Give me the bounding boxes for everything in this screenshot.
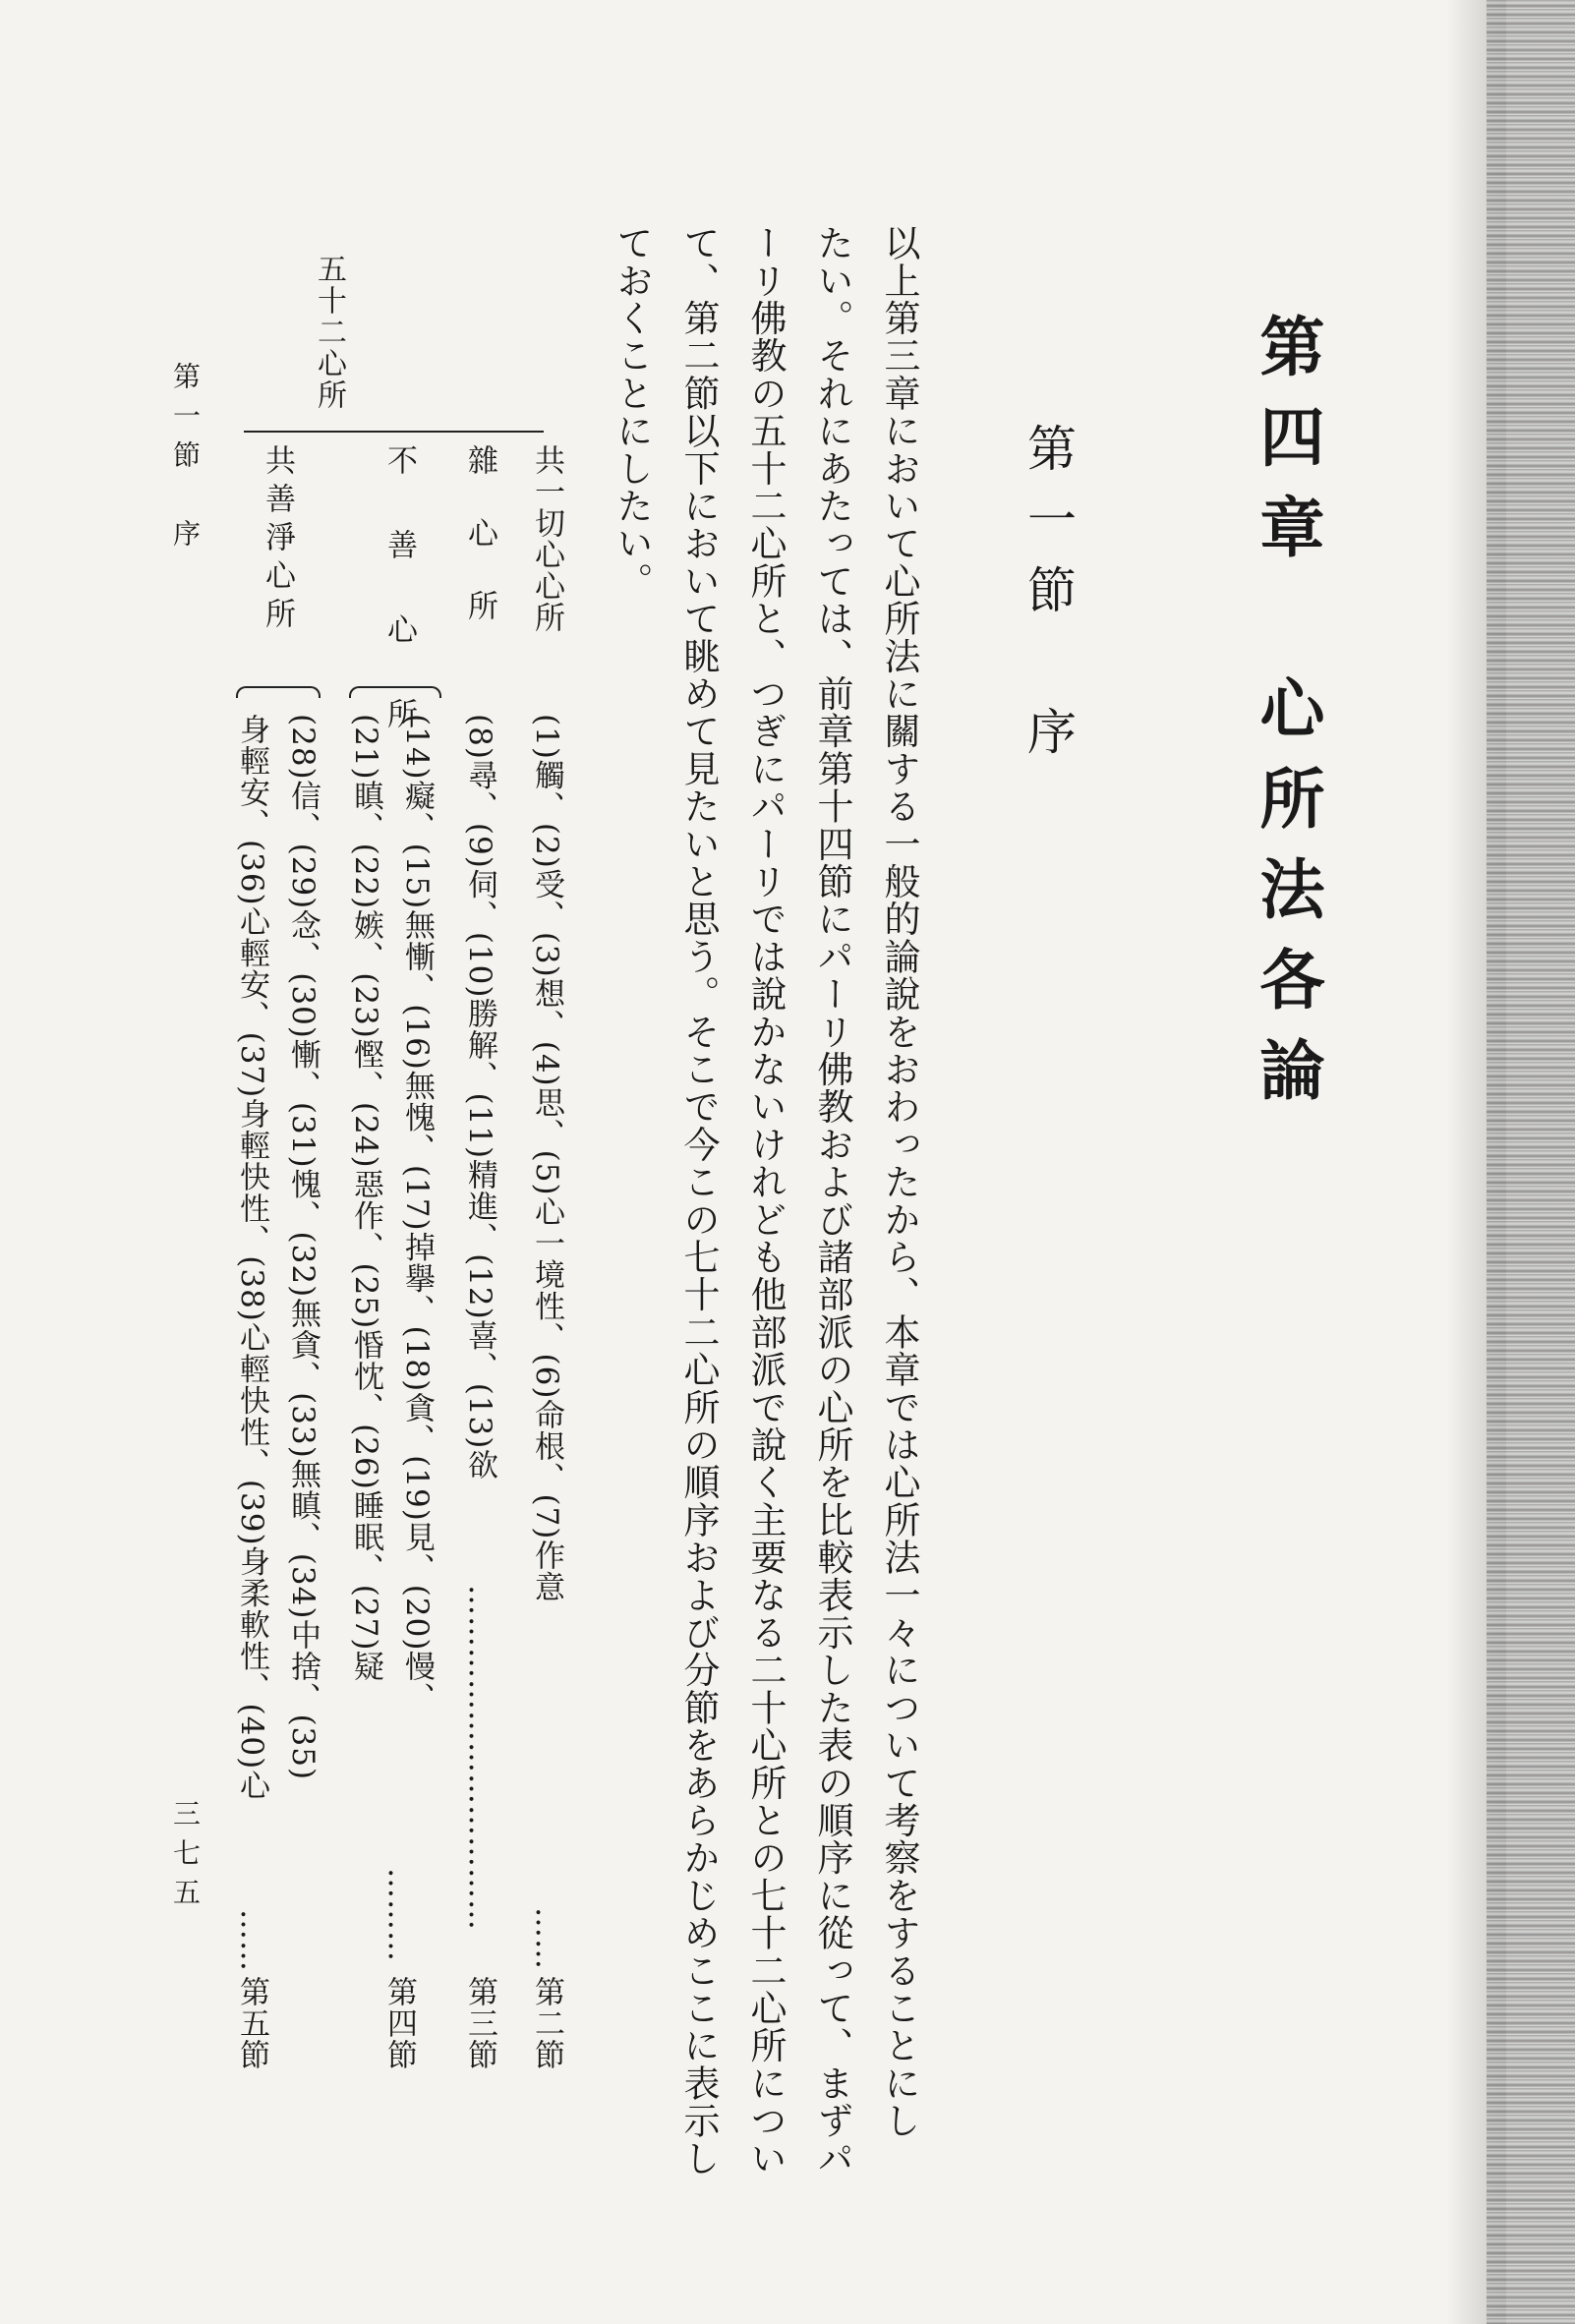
table-row-4-items-2: 身輕安、(36)心輕安、(37)身輕快性、(38)心輕快性、(39)身柔軟性、(40)心	[234, 714, 269, 1802]
group-bracket	[244, 431, 544, 433]
table-row-2-items: (8)尋、(9)伺、(10)勝解、(11)精進、(12)喜、(13)欲	[462, 714, 497, 1482]
table-row-2-label: 雜 心 所	[462, 444, 497, 626]
table-row-3-items-2: (21)瞋、(22)嫉、(23)慳、(24)惡作、(25)惛忱、(26)睡眠、(27)疑	[348, 714, 383, 1683]
table-row-1-section: 第二節	[529, 1976, 564, 2070]
table-row-3-label: 不 善 心 所	[381, 444, 417, 740]
body-line-2: たい。それにあたっては、前章第十四節にパーリ佛教および諸部派の心所を比較表示した表の順序に從って、まずパ	[811, 224, 853, 2178]
table-row-4-items-1: (28)信、(29)念、(30)慚、(31)愧、(32)無貪、(33)無瞋、(34)中捨、(35)	[285, 714, 321, 1781]
table-row-1-items: (1)觸、(2)受、(3)想、(4)思、(5)心一境性、(6)命根、(7)作意	[529, 714, 564, 1603]
table-row-3-section: 第四節	[381, 1976, 417, 2070]
row-3-brace	[349, 686, 441, 698]
table-row-4-leader: ……	[234, 1909, 269, 1972]
row-4-brace	[236, 686, 321, 698]
table-row-2-section: 第三節	[462, 1976, 497, 2070]
body-line-4: て、第二節以下において眺めて見たいと思う。そこで今この七十二心所の順序および分節をあらかじめここに表示し	[677, 224, 720, 2178]
body-line-3: ーリ佛教の五十二心所と、つぎにパーリでは說かないけれども他部派で說く主要なる二十心所との七十二心所につい	[744, 224, 787, 2178]
table-row-3-items-1: (14)癡、(15)無慚、(16)無愧、(17)掉擧、(18)貪、(19)見、(20)慢、	[399, 714, 435, 1714]
page-number: 三七五	[169, 1799, 202, 1917]
table-row-2-leader: ……………………………	[462, 1585, 497, 1931]
table-row-3-leader: ………	[381, 1868, 417, 1962]
chapter-title: 第四章 心所法各論	[1249, 313, 1325, 1127]
scan-edge-shadow	[1487, 0, 1575, 2324]
table-row-1-leader: ……	[529, 1907, 564, 1970]
running-head: 第一節 序	[169, 362, 202, 558]
table-row-1-label: 共一切心心所	[529, 444, 564, 633]
table-group-label: 五十二心所	[312, 254, 346, 411]
table-row-4-section: 第五節	[234, 1976, 269, 2070]
section-title: 第一節 序	[1020, 423, 1077, 777]
body-line-5: ておくことにしたい。	[611, 224, 653, 600]
body-line-1: 以上第三章において心所法に關する一般的論說をおわったから、本章では心所法一々について考察をすることにし	[878, 224, 920, 2140]
table-row-4-label: 共善淨心所	[260, 444, 295, 636]
